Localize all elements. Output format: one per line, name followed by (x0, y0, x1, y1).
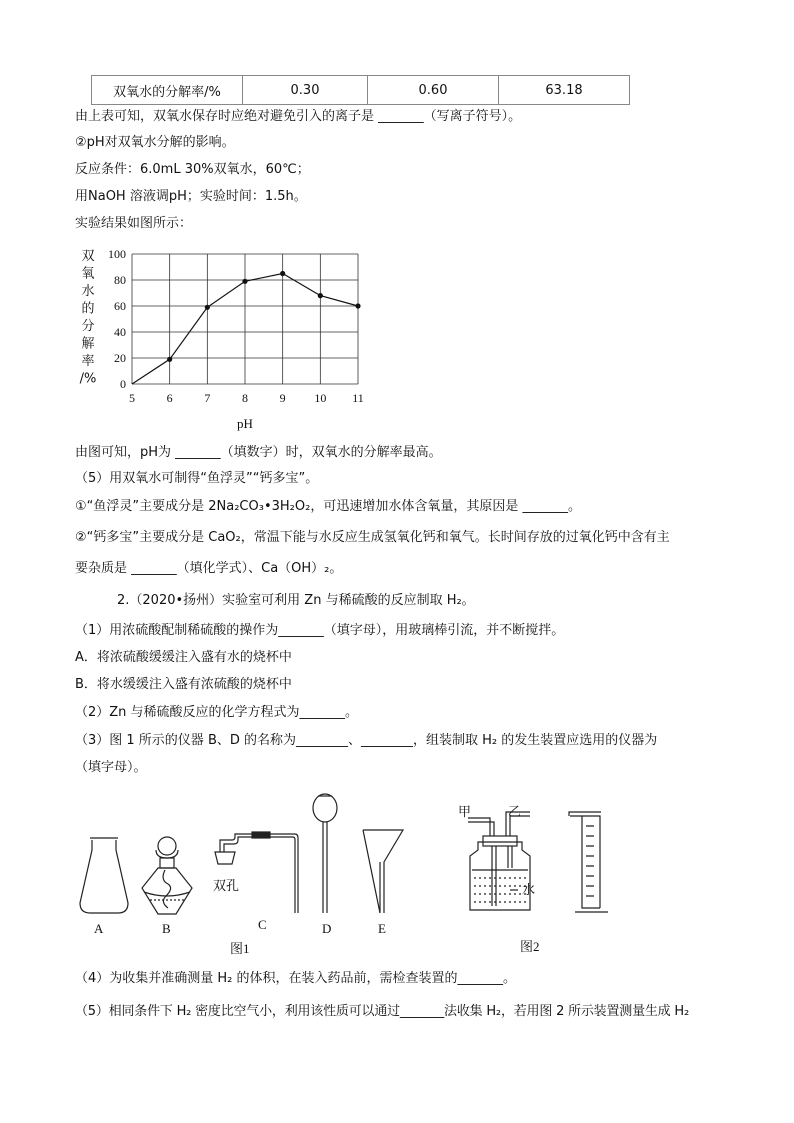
text-line: ②“钙多宝”主要成分是 CaO₂，常温下能与水反应生成氢氧化钙和氧气。长时间存放的过氧化钙中含有主 (75, 530, 670, 545)
x-tick-label: 6 (166, 391, 173, 405)
table-label-cell: 双氧水的分解率/% (92, 76, 243, 105)
x-tick-label: 5 (129, 391, 135, 405)
table-cell: 63.18 (499, 76, 630, 105)
ph-decomposition-chart (72, 240, 392, 440)
y-axis-label-char: 双 (81, 249, 95, 264)
y-tick-label: 80 (114, 273, 126, 287)
funnel-icon (363, 830, 403, 913)
label-a: A (94, 921, 104, 936)
text-line: （2）Zn 与稀硫酸反应的化学方程式为_______。 (75, 705, 359, 720)
text-line: ①“鱼浮灵”主要成分是 2Na₂CO₃•3H₂O₂，可迅速增加水体含氧量，其原因是 _______。 (75, 499, 581, 514)
y-axis-label-char: 解 (81, 336, 95, 352)
label-shuangkong: 双孔 (213, 879, 240, 894)
apparatus-figure (70, 788, 730, 963)
option-b: B．将水缓缓注入盛有浓硫酸的烧杯中 (75, 677, 292, 692)
text-line: 由上表可知，双氧水保存时应绝对避免引入的离子是 _______（写离子符号）。 (75, 109, 522, 124)
y-axis-label-char: 分 (81, 319, 95, 334)
y-tick-label: 60 (114, 299, 126, 313)
data-point (318, 293, 323, 298)
x-tick-label: 11 (352, 391, 364, 405)
label-c: C (258, 917, 267, 932)
y-tick-label: 0 (120, 377, 126, 391)
text-line: 由图可知，pH为 _______（填数字）时，双氧水的分解率最高。 (75, 445, 442, 460)
text-line: 用NaOH 溶液调pH；实验时间：1.5h。 (75, 189, 307, 204)
question-title: 2.（2020•扬州）实验室可利用 Zn 与稀硫酸的反应制取 H₂。 (117, 593, 475, 608)
table-cell: 0.60 (368, 76, 499, 105)
text-line: （填字母）。 (75, 760, 147, 775)
y-tick-label: 100 (108, 247, 126, 261)
decomposition-table (91, 75, 630, 105)
x-axis-label: pH (237, 416, 253, 431)
y-axis-label-char: 率 (81, 354, 95, 369)
text-line: 反应条件：6.0mL 30%双氧水，60℃； (75, 162, 310, 177)
label-yi: 乙 (508, 805, 522, 820)
data-point (167, 357, 172, 362)
data-point (242, 279, 247, 284)
label-jia: 甲 (458, 805, 472, 820)
label-water: 水 (522, 883, 536, 898)
chart-svg (72, 240, 392, 440)
data-point (280, 271, 285, 276)
text-line: （5）相同条件下 H₂ 密度比空气小，利用该性质可以通过_______法收集 H₂，若用图 2 所示装置测量生成 H₂ (75, 1004, 689, 1019)
long-neck-funnel-icon (313, 794, 337, 913)
x-tick-label: 7 (204, 391, 211, 405)
label-d: D (322, 921, 332, 936)
x-tick-label: 9 (279, 391, 286, 405)
text-line: （5）用双氧水可制得“鱼浮灵”“钙多宝”。 (75, 471, 319, 486)
gas-bottle-icon (468, 812, 530, 910)
x-tick-label: 8 (242, 391, 248, 405)
text-line: （4）为收集并准确测量 H₂ 的体积，在装入药品前，需检查装置的_______。 (75, 971, 517, 986)
alcohol-lamp-icon (142, 837, 192, 914)
y-tick-label: 20 (114, 351, 126, 365)
x-tick-label: 10 (314, 391, 327, 405)
y-axis-label-char: 的 (81, 301, 95, 317)
option-a: A．将浓硫酸缓缓注入盛有水的烧杯中 (75, 650, 292, 665)
y-axis-label-char: 氧 (81, 266, 95, 282)
fig2-caption: 图2 (520, 939, 540, 954)
label-e: E (378, 921, 386, 936)
graduated-cylinder-icon (569, 812, 608, 912)
y-axis-label-char: /% (79, 371, 97, 387)
label-b: B (162, 921, 171, 936)
table-cell: 0.30 (243, 76, 368, 105)
y-tick-label: 40 (114, 325, 126, 339)
data-point (355, 303, 360, 308)
text-line: 实验结果如图所示： (75, 216, 193, 231)
conical-flask-icon (80, 838, 128, 913)
fig1-caption: 图1 (230, 941, 250, 956)
text-line: （1）用浓硫酸配制稀硫酸的操作为_______（填字母），用玻璃棒引流，并不断搅拌。 (75, 623, 565, 638)
y-axis-label-char: 水 (81, 284, 95, 299)
text-line: ②pH对双氧水分解的影响。 (75, 135, 235, 150)
text-line: 要杂质是 _______（填化学式）、Ca（OH）₂。 (75, 561, 343, 576)
stopper-tube-icon (215, 832, 298, 913)
data-point (205, 305, 210, 310)
text-line: （3）图 1 所示的仪器 B、D 的名称为________、________，组装制取 H₂ 的发生装置应选用的仪器为 (75, 733, 658, 748)
